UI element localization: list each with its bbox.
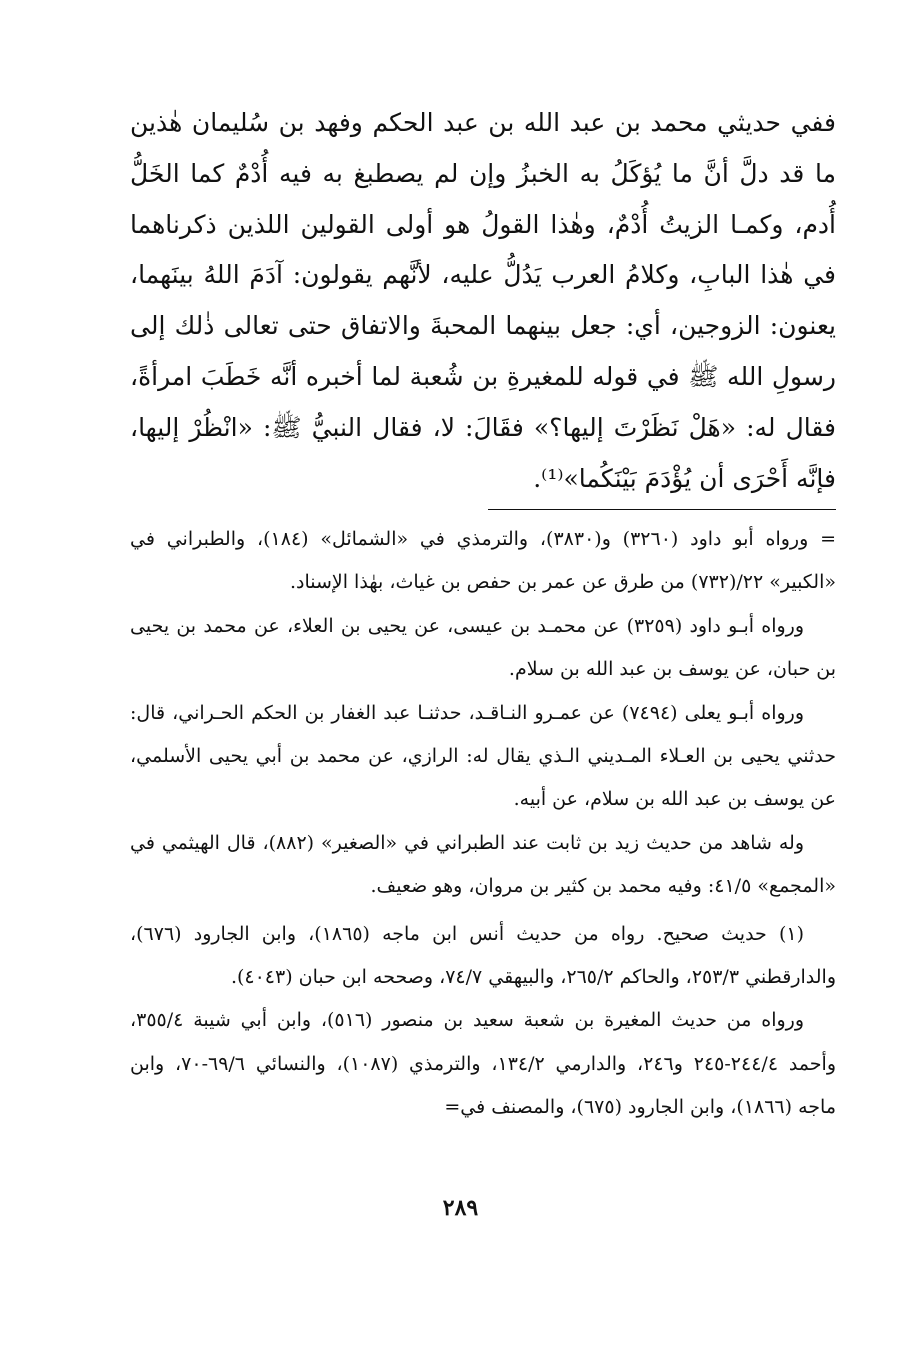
- main-paragraph: ففي حديثي محمد بن عبد الله بن عبد الحكم وفهد بن سُليمان هٰذين ما قد دلَّ أنَّ ما يُؤكَلُ به الخبزُ وإن لم يصطبغ به فيه أُدْمٌ كما الخَلُّ أُدم، وكمـا الزيتُ أُدْمٌ، وهٰذا القولُ هو أولى القولين اللذين ذكرناهما في هٰذا البابِ، وكلامُ العرب يَدُلُّ عليه، لأنَّهم يقولون: آدَمَ اللهُ بينَهما، يعنون: الزوجين، أي: جعل بينهما المحبةَ والاتفاق حتى تعالى ذٰلك إلى رسولِ الله ﷺ في قوله للمغيرةِ بن شُعبة لما أخبره أنَّه خَطَبَ امرأةً، فقال له: «هَلْ نَظَرْتَ إليها؟» فقَالَ: لا، فقال النبيُّ ﷺ: «انْظُرْ إليها، فإنَّه أَحْرَى أن يُؤْدَمَ بَيْنَكُما»⁽¹⁾.: [130, 108, 836, 493]
- footnote-paragraph: ورواه أبـو داود (٣٢٥٩) عن محمـد بن عيسى، عن يحيى بن العلاء، عن محمد بن يحيى بن حبان، عن يوسف بن عبد الله بن سلام.: [130, 614, 836, 681]
- footnote-divider: [488, 509, 836, 510]
- footnote-1: (١) حديث صحيح. رواه من حديث أنس ابن ماجه (١٨٦٥)، وابن الجارود (٦٧٦)، والدارقطني ٢٥٣/٣، والحاكم ٢٦٥/٢، والبيهقي ٧٤/٧، وصححه ابن حبان (٤٠٤٣).: [130, 922, 836, 989]
- footnote-paragraph: ورواه أبـو يعلى (٧٤٩٤) عن عمـرو النـاقـد، حدثنـا عبد الغفار بن الحكم الحـراني، قال: حدثني يحيى بن العـلاء المـديني الـذي يقال له: الرازي، عن محمد بن أبي يحيى الأسلمي، عن يوسف بن عبد الله بن سلام، عن أبيه.: [130, 701, 836, 811]
- page-number: ٢٨٩: [442, 1195, 479, 1221]
- footnote-continuation-paragraph: = ورواه أبو داود (٣٢٦٠) و(٣٨٣٠)، والترمذي في «الشمائل» (١٨٤)، والطبراني في «الكبير» ٢٢/(٧٣٢) من طرق عن عمر بن حفص بن غياث، بهٰذا الإسناد.: [130, 528, 836, 594]
- main-text-block: [130, 98, 836, 504]
- footnotes-block: [130, 518, 836, 1130]
- footnote-paragraph: وله شاهد من حديث زيد بن ثابت عند الطبراني في «الصغير» (٨٨٢)، قال الهيثمي في «المجمع» ٤١/٥: وفيه محمد بن كثير بن مروان، وهو ضعيف.: [130, 831, 836, 898]
- footnote-paragraph: ورواه من حديث المغيرة بن شعبة سعيد بن منصور (٥١٦)، وابن أبي شيبة ٣٥٥/٤، وأحمد ٢٤٤/٤-٢٤٥ و٢٤٦، والدارمي ١٣٤/٢، والترمذي (١٠٨٧)، والنسائي ٦٩/٦-٧٠، وابن ماجه (١٨٦٦)، وابن الجارود (٦٧٥)، والمصنف في=: [130, 1009, 836, 1119]
